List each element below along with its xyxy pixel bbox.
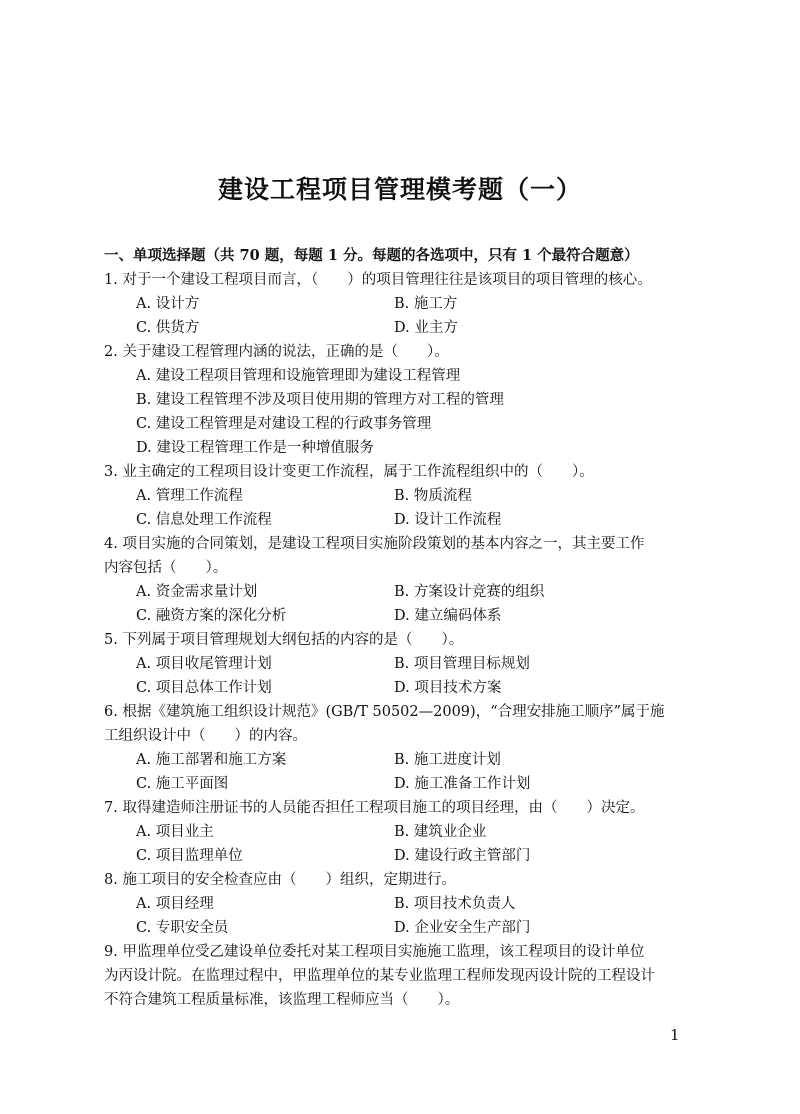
question-text-line: 7. 取得建造师注册证书的人员能否担任工程项目施工的项目经理，由（ ）决定。 (104, 800, 645, 816)
option-d: D. 项目技术方案 (394, 680, 502, 696)
option-group (104, 484, 704, 532)
option-d: D. 施工准备工作计划 (394, 776, 531, 792)
question-9 (104, 940, 704, 1012)
option-b: B. 施工方 (394, 296, 458, 312)
option-d: D. 建设行政主管部门 (394, 848, 531, 864)
option-a: A. 施工部署和施工方案 (136, 752, 287, 768)
option-a: A. 管理工作流程 (136, 488, 243, 504)
option-c: C. 施工平面图 (136, 776, 229, 792)
option-b: B. 项目技术负责人 (394, 896, 516, 912)
option-b: B. 项目管理目标规划 (394, 656, 530, 672)
option-b: B. 施工进度计划 (394, 752, 501, 768)
question-text-line: 内容包括（ ）。 (104, 560, 228, 576)
option-a: A. 资金需求量计划 (136, 584, 258, 600)
option-a: A. 项目收尾管理计划 (136, 656, 272, 672)
option-c: C. 信息处理工作流程 (136, 512, 272, 528)
option-c: C. 项目监理单位 (136, 848, 243, 864)
option-c: C. 项目总体工作计划 (136, 680, 272, 696)
section-heading: 一、单项选择题（共 70 题，每题 1 分。每题的各选项中，只有 1 个最符合题意） (104, 247, 639, 264)
question-list (104, 244, 704, 1012)
option-c: C. 融资方案的深化分析 (136, 608, 287, 624)
question-text-line: 8. 施工项目的安全检查应由（ ）组织，定期进行。 (104, 872, 456, 888)
option-d: D. 建设工程管理工作是一种增值服务 (136, 440, 374, 456)
option-c: C. 供货方 (136, 320, 200, 336)
question-5 (104, 628, 704, 700)
option-b: B. 方案设计竞赛的组织 (394, 584, 545, 600)
option-d: D. 建立编码体系 (394, 608, 502, 624)
question-text-line: 3. 业主确定的工程项目设计变更工作流程，属于工作流程组织中的（ ）。 (104, 464, 594, 480)
question-1 (104, 268, 704, 340)
question-text-line: 5. 下列属于项目管理规划大纲包括的内容的是（ ）。 (104, 632, 464, 648)
option-group (104, 364, 704, 460)
option-b: B. 物质流程 (394, 488, 472, 504)
question-text-line: 为丙设计院。在监理过程中，甲监理单位的某专业监理工程师发现丙设计院的工程设计 (104, 968, 655, 984)
option-group (104, 748, 704, 796)
option-c: C. 建设工程管理是对建设工程的行政事务管理 (136, 416, 432, 432)
option-d: D. 企业安全生产部门 (394, 920, 531, 936)
option-c: C. 专职安全员 (136, 920, 229, 936)
question-text-line: 工组织设计中（ ）的内容。 (104, 728, 307, 744)
question-7 (104, 796, 704, 868)
question-text-line: 4. 项目实施的合同策划，是建设工程项目实施阶段策划的基本内容之一，其主要工作 (104, 536, 645, 552)
question-text-line: 6. 根据《建筑施工组织设计规范》(GB/T 50502—2009)，“合理安排施工顺序”属于施 (104, 704, 665, 720)
option-b: B. 建筑业企业 (394, 824, 487, 840)
option-a: A. 建设工程项目管理和设施管理即为建设工程管理 (136, 368, 461, 384)
question-text-line: 9. 甲监理单位受乙建设单位委托对某工程项目实施施工监理，该工程项目的设计单位 (104, 944, 645, 960)
question-8 (104, 868, 704, 940)
option-group (104, 820, 704, 868)
question-text-line: 不符合建筑工程质量标准，该监理工程师应当（ ）。 (104, 992, 460, 1008)
question-text-line: 1. 对于一个建设工程项目而言，（ ）的项目管理往往是该项目的项目管理的核心。 (104, 272, 652, 288)
option-d: D. 业主方 (394, 320, 458, 336)
page-number: 1 (670, 1026, 680, 1044)
question-2 (104, 340, 704, 460)
option-group (104, 892, 704, 940)
option-a: A. 项目业主 (136, 824, 214, 840)
page-title: 建设工程项目管理模考题（一） (217, 175, 582, 204)
question-6 (104, 700, 704, 796)
option-a: A. 设计方 (136, 296, 200, 312)
question-text-line: 2. 关于建设工程管理内涵的说法，正确的是（ ）。 (104, 344, 449, 360)
option-group (104, 652, 704, 700)
question-3 (104, 460, 704, 532)
option-b: B. 建设工程管理不涉及项目使用期的管理方对工程的管理 (136, 392, 504, 408)
option-a: A. 项目经理 (136, 896, 214, 912)
option-d: D. 设计工作流程 (394, 512, 502, 528)
question-4 (104, 532, 704, 628)
option-group (104, 292, 704, 340)
option-group (104, 580, 704, 628)
